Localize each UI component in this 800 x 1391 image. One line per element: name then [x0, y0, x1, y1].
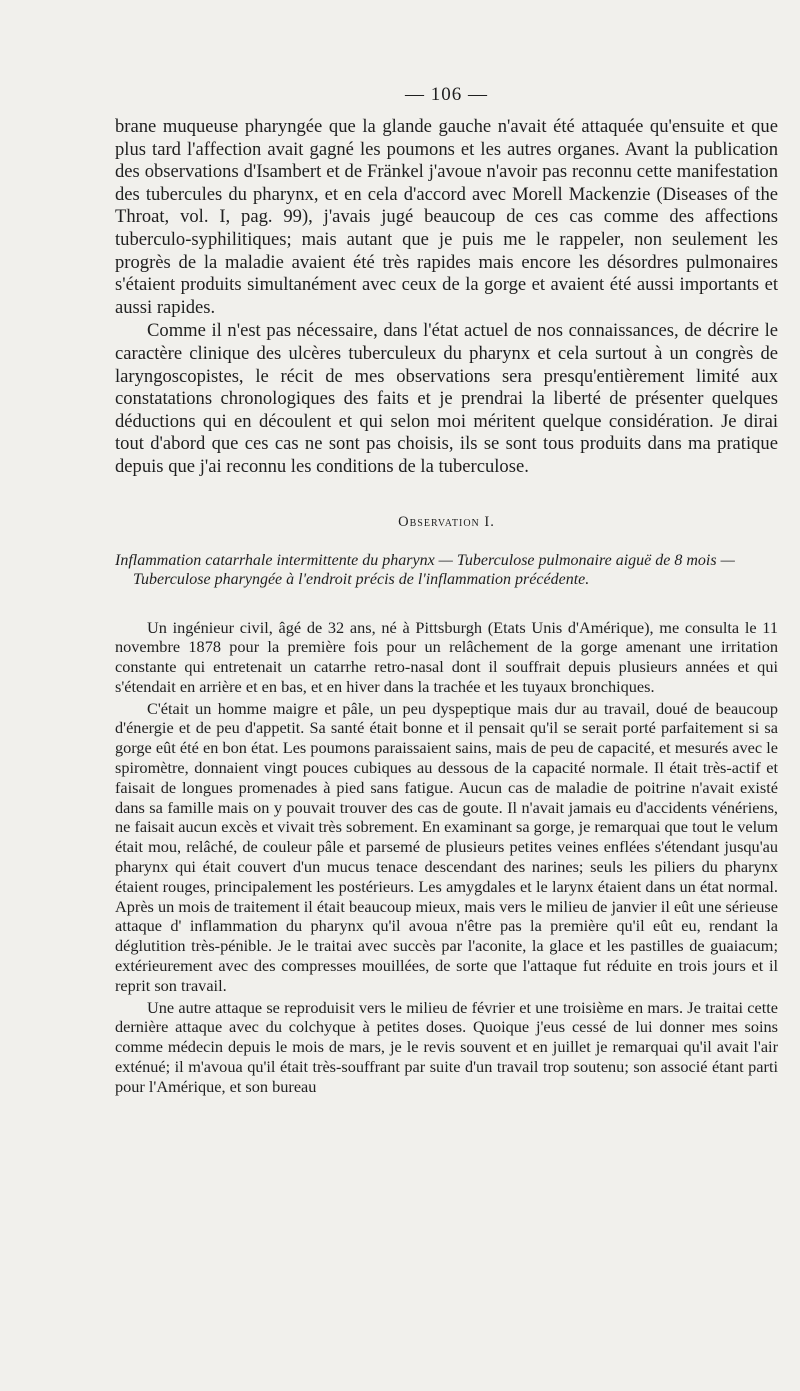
page-number: — 106 — [405, 84, 488, 105]
observation-heading: Observation I. [398, 513, 495, 530]
case-paragraph-2: C'était un homme maigre et pâle, un peu dyspeptique mais dur au travail, doué de beaucoup d'énergie et de peu d'appetit. Sa santé était bonne et il pensait qu'il se serait porté parfaitement si sa gorge eût été en bon état. Les poumons paraissaient sains, mais de peu de capacité, et mesurés avec le spiromètre, donnaient vingt pouces cubiques au dessous de la capacité normale. Il était très-actif et faisait de longues promenades à pied sans fatigue. Aucun cas de maladie de poitrine n'avait existé dans sa famille mais on y pouvait trouver des cas de goute. Il n'avait jamais eu d'accidents vénériens, ne faisait aucun excès et vivait très sobrement. En examinant sa gorge, je remarquai que tout le velum était mou, relâché, de couleur pâle et parsemé de plusieurs petites veines enflées s'étendant jusqu'au pharynx qui était couvert d'un mucus tenace descendant des narines; seuls les piliers du pharynx étaient rouges, principalement les postérieurs. Les amygdales et le larynx étaient dans un état normal. Après un mois de traitement il était beaucoup mieux, mais vers le milieu de janvier il eût une sérieuse attaque d' inflammation du pharynx qu'il avoua n'être pas la première qu'il eût eu, rendant la déglutition très-pénible. Je le traitai avec succès par l'aconite, la glace et les pastilles de guaiacum; extérieurement avec des compresses mouillées, de sorte que l'attaque fut réduite en trois jours et il reprit son travail. [115, 698, 778, 995]
paragraph-continuation: brane muqueuse pharyngée que la glande gauche n'avait été attaquée qu'ensuite et que plus tard l'affection avait gagné les poumons et les autres organes. Avant la publication des observations d'Isambert et de Fränkel j'avoue n'avoir pas reconnu cette manifestation des tubercules du pharynx, et en cela d'accord avec Morell Mackenzie (Diseases of the Throat, vol. I, pag. 99), j'avais jugé beaucoup de ces cas comme des affections tuberculo-syphilitiques; mais autant que je puis me le rappeler, non seulement les progrès de la maladie avaient été très rapides mais encore les désordres pulmonaires s'étaient produits simultanément avec ceux de la gorge et avaient été aussi importants et aussi rapides. [115, 116, 778, 318]
case-paragraph-3: Une autre attaque se reproduisit vers le milieu de février et une troisième en mars. Je traitai cette dernière attaque avec du colchyque à petites doses. Quoique j'eus cessé de lui donner mes soins comme médecin depuis le mois de mars, je le revis souvent et en juillet je remarquai qu'il avait l'air exténué; il m'avoua qu'il était très-souffrant par suite d'un travail trop soutenu; son associé étant parti pour l'Amérique, et son bureau [115, 997, 778, 1096]
observation-subtitle: Inflammation catarrhale intermittente du pharynx — Tuberculose pulmonaire aiguë de 8 mois — Tuberculose pharyngée à l'endroit précis de l'inflammation précédente. [115, 551, 735, 588]
case-paragraph-1: Un ingénieur civil, âgé de 32 ans, né à Pittsburgh (Etats Unis d'Amérique), me consulta le 11 novembre 1878 pour la première fois pour un relâchement de la gorge amenant une irritation constante qui entretenait un catarrhe retro-nasal dont il souffrait depuis plusieurs années et qui s'étendait en arrière et en bas, et en hiver dans la trachée et les tuyaux bronchiques. [115, 617, 778, 696]
paragraph-intro: Comme il n'est pas nécessaire, dans l'état actuel de nos connaissances, de décrire le caractère clinique des ulcères tuberculeux du pharynx et cela surtout à un congrès de laryngoscopistes, le récit de mes observations sera presqu'entièrement limité aux constatations chronologiques des faits et je prendrai la liberté de présenter quelques déductions qui en découlent et qui selon moi méritent quelque considération. Je dirai tout d'abord que ces cas ne sont pas choisis, ils se sont tous produits dans ma pratique depuis que j'ai reconnu les conditions de la tuberculose. [115, 320, 778, 477]
